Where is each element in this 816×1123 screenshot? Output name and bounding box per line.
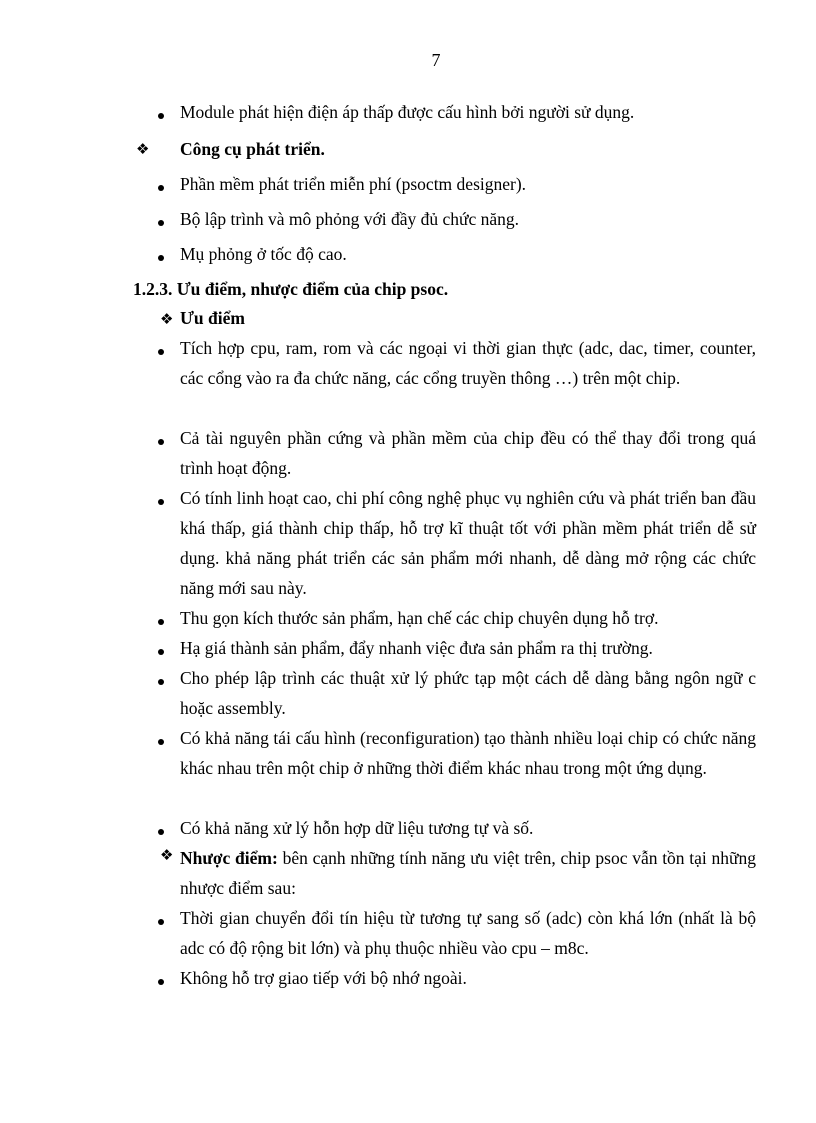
diamond-bullet-icon: ❖ — [160, 846, 174, 864]
section-title: 1.2.3. Ưu điểm, nhược điểm của chip psoc. — [133, 279, 449, 299]
advantage-item-4: Thu gọn kích thước sản phẩm, hạn chế các chip chuyên dụng hỗ trợ. — [180, 608, 659, 628]
bullet-icon — [158, 113, 164, 119]
list-item-programmer: Bộ lập trình và mô phỏng với đầy đủ chức năng. — [180, 209, 520, 229]
advantage-item-2: Cả tài nguyên phần cứng và phần mềm của chip đều có thể thay đổi trong quá trình hoạt động. — [180, 428, 756, 478]
heading-dev-tools: Công cụ phát triển. — [180, 139, 325, 159]
bullet-icon — [158, 439, 164, 445]
bullet-icon — [158, 649, 164, 655]
diamond-bullet-icon: ❖ — [136, 140, 150, 158]
advantage-item-5: Hạ giá thành sản phẩm, đẩy nhanh việc đưa sản phẩm ra thị trường. — [180, 638, 653, 658]
bullet-icon — [158, 220, 164, 226]
bullet-icon — [158, 919, 164, 925]
list-item-module: Module phát hiện điện áp thấp được cấu hình bởi người sử dụng. — [180, 102, 635, 122]
bullet-icon — [158, 185, 164, 191]
disadvantage-item-1: Thời gian chuyển đổi tín hiệu từ tương tự sang số (adc) còn khá lớn (nhất là bộ adc có độ rộng bit lớn) và phụ thuộc nhiều vào cpu – m8c. — [180, 908, 756, 958]
list-item-free-software: Phần mềm phát triển miễn phí (psoctm designer). — [180, 174, 527, 194]
advantage-item-3: Có tính linh hoạt cao, chi phí công nghệ phục vụ nghiên cứu và phát triển ban đầu khá thấp, giá thành chip thấp, hỗ trợ kĩ thuật tốt với phần mềm phát triển dễ sử dụng. khả năng phát triển các sản phẩm mới nhanh, dễ dàng mở rộng các chức năng mới sau này. — [180, 488, 756, 598]
advantage-item-7: Có khả năng tái cấu hình (reconfiguration) tạo thành nhiều loại chip có chức năng khác nhau trên một chip ở những thời điểm khác nhau trong một ứng dụng. — [180, 728, 756, 778]
advantage-item-8: Có khả năng xử lý hỗn hợp dữ liệu tương tự và số. — [180, 818, 534, 838]
bullet-icon — [158, 619, 164, 625]
bullet-icon — [158, 829, 164, 835]
page-number: 7 — [431, 50, 441, 70]
heading-advantages: Ưu điểm — [180, 308, 245, 328]
bullet-icon — [158, 979, 164, 985]
bullet-icon — [158, 255, 164, 261]
list-item-high-speed: Mụ phỏng ở tốc độ cao. — [180, 244, 347, 264]
advantage-item-1: Tích hợp cpu, ram, rom và các ngoại vi thời gian thực (adc, dac, timer, counter, các cổng vào ra đa chức năng, các cổng truyền thông …) trên một chip. — [180, 338, 756, 388]
bullet-icon — [158, 349, 164, 355]
diamond-bullet-icon: ❖ — [160, 310, 174, 328]
bullet-icon — [158, 739, 164, 745]
disadvantages-paragraph — [180, 843, 756, 903]
bullet-icon — [158, 499, 164, 505]
heading-disadvantages: Nhược điểm: — [180, 848, 278, 868]
disadvantages-intro: bên cạnh những tính năng ưu việt trên, chip psoc vẫn tồn tại những nhược điểm sau: — [180, 848, 756, 898]
disadvantage-item-2: Không hỗ trợ giao tiếp với bộ nhớ ngoài. — [180, 968, 467, 988]
advantage-item-6: Cho phép lập trình các thuật xử lý phức tạp một cách dễ dàng bằng ngôn ngữ c hoặc assembly. — [180, 668, 756, 718]
bullet-icon — [158, 679, 164, 685]
